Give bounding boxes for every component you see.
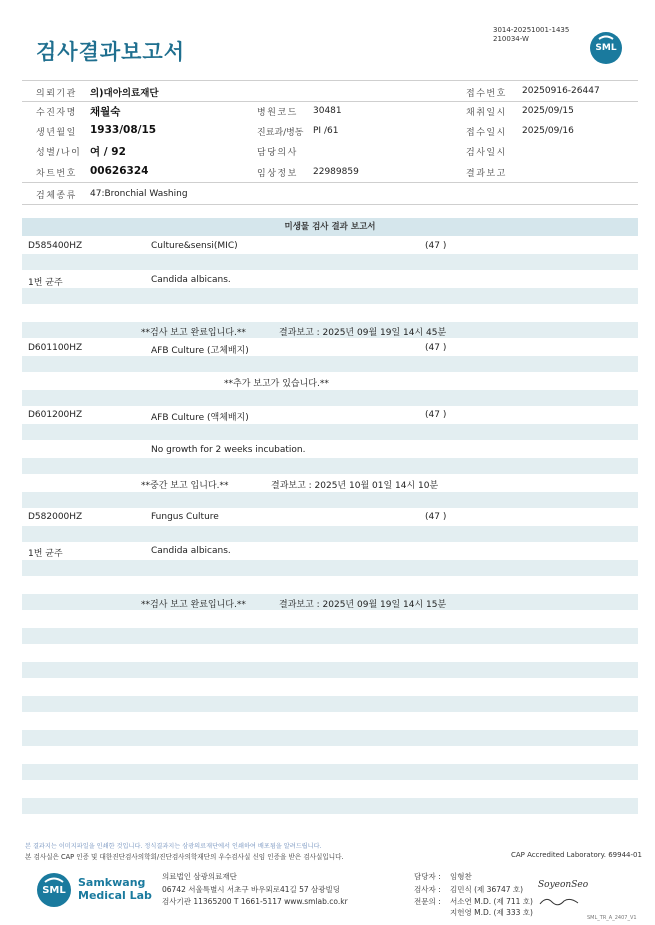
manager-value: 임형찬 [450,872,472,881]
result-text: No growth for 2 weeks incubation. [151,445,306,455]
row-band [22,730,638,746]
inspector-value: 김민식 (제 36747 호) [450,885,524,894]
row-band [22,798,638,814]
report-datetime: 결과보고 : 2025년 10월 01일 14시 10분 [271,481,439,491]
organism-value: Candida albicans. [151,546,231,556]
receipt-date-label: 접수일시 [466,128,507,138]
specimen-no: (47 ) [425,512,447,522]
certification-notice: 본 검사실은 CAP 인증 및 대한진단검사의학회/진단검사의학재단의 우수검사실 신임 인증을 받은 검사실입니다. [25,853,344,861]
report-label: 결과보고 [466,169,507,179]
test-code: D582000HZ [28,512,83,522]
signature-mark [538,893,582,907]
row-band [22,288,638,304]
collection-date-label: 채취일시 [466,108,507,118]
organism-value: Candida albicans. [151,275,231,285]
sml-logo [590,32,622,64]
report-status: **중간 보고 입니다.** [141,481,229,491]
recipient-label: 수진자명 [36,108,77,118]
chart-no-value: 00626324 [90,165,149,177]
samkwang-logo-text [78,876,152,902]
receipt-no-label: 접수번호 [466,89,507,99]
sml-logo-text: SML [42,885,66,896]
specimen-no: (47 ) [425,241,447,251]
row-band [22,458,638,474]
test-code: D585400HZ [28,241,83,251]
document-id-line2: 210034-W [493,35,529,43]
row-band [22,526,638,542]
row-band [22,492,638,508]
dept-label: 진료과/병동 [257,128,304,138]
recipient-value: 채월숙 [90,106,121,118]
sex-age-label: 성별/나이 [36,148,82,158]
collection-date-value: 2025/09/15 [522,106,574,116]
test-code: D601100HZ [28,343,83,353]
additional-report-note: **추가 보고가 있습니다.** [224,379,329,389]
report-datetime: 결과보고 : 2025년 09월 19일 14시 15분 [279,600,447,610]
chart-no-label: 차트번호 [36,169,77,179]
specialist-value-2: 지헌영 M.D. (제 333 호) [450,908,533,917]
logo-line1: Samkwang [78,876,146,889]
row-band [22,356,638,372]
divider [22,182,638,183]
row-band [22,628,638,644]
row-band [22,254,638,270]
specimen-no: (47 ) [425,343,447,353]
org-name: 의료법인 삼광의료재단 [162,872,237,881]
specimen-value: 47:Bronchial Washing [90,189,188,199]
birth-label: 생년월일 [36,128,77,138]
specialist-label: 전문의 : [414,897,441,906]
organism-label: 1번 균주 [28,549,63,559]
page-title: 검사결과보고서 [36,40,186,64]
signature-icon [538,894,582,908]
row-band [22,662,638,678]
samkwang-logo [36,872,72,908]
org-contact: 검사기관 11365200 T 1661-5117 www.smlab.co.kr [162,897,348,906]
manager-label: 담당자 : [414,872,441,881]
document-id-line1: 3014-20251001-1435 [493,26,570,34]
requester-label: 의뢰기관 [36,89,77,99]
cap-accreditation: CAP Accredited Laboratory. 69944-01 [511,851,642,859]
row-band [22,764,638,780]
hospital-code-label: 병원코드 [257,108,298,118]
document-id [493,26,569,44]
org-address: 06742 서울특별시 서초구 바우뫼로41길 57 삼광빌딩 [162,885,341,894]
test-date-label: 검사일시 [466,148,507,158]
divider [22,80,638,81]
specimen-label: 검체종류 [36,191,77,201]
receipt-date-value: 2025/09/16 [522,126,574,136]
results-section-title: 미생물 검사 결과 보고서 [22,218,638,236]
test-name: AFB Culture (고체배지) [151,346,249,356]
dept-value: PI /61 [313,126,339,136]
report-datetime: 결과보고 : 2025년 09월 19일 14시 45분 [279,328,447,338]
receipt-no-value: 20250916-26447 [522,86,600,96]
clinical-info-value: 22989859 [313,167,359,177]
hospital-code-value: 30481 [313,106,342,116]
clinical-info-label: 임상정보 [257,169,298,179]
signature: SoyeonSeo [538,880,589,890]
doctor-label: 담당의사 [257,148,298,158]
sex-age-value: 여 / 92 [90,146,126,158]
specimen-no: (47 ) [425,410,447,420]
form-code: SML_TR_A_2407_V1 [587,915,637,921]
requester-value: 의)대아의료재단 [90,88,159,99]
test-name: Culture&sensi(MIC) [151,241,238,251]
row-band [22,424,638,440]
row-band [22,390,638,406]
sml-logo-text: SML [595,43,617,53]
divider [22,101,638,102]
test-code: D601200HZ [28,410,83,420]
row-band [22,560,638,576]
test-name: Fungus Culture [151,512,219,522]
row-band [22,696,638,712]
logo-line2: Medical Lab [78,889,152,902]
print-notice: 본 결과지는 이미지파일을 인쇄한 것입니다. 정식결과지는 삼광의료재단에서 인쇄하여 배포됨을 알려드립니다. [25,843,322,850]
divider [22,204,638,205]
test-name: AFB Culture (액체배지) [151,413,249,423]
birth-value: 1933/08/15 [90,124,157,136]
specialist-value-1: 서소연 M.D. (제 711 호) [450,897,533,906]
organism-label: 1번 균주 [28,278,63,288]
inspector-label: 검사자 : [414,885,441,894]
report-status: **검사 보고 완료입니다.** [141,600,246,610]
report-status: **검사 보고 완료입니다.** [141,328,246,338]
